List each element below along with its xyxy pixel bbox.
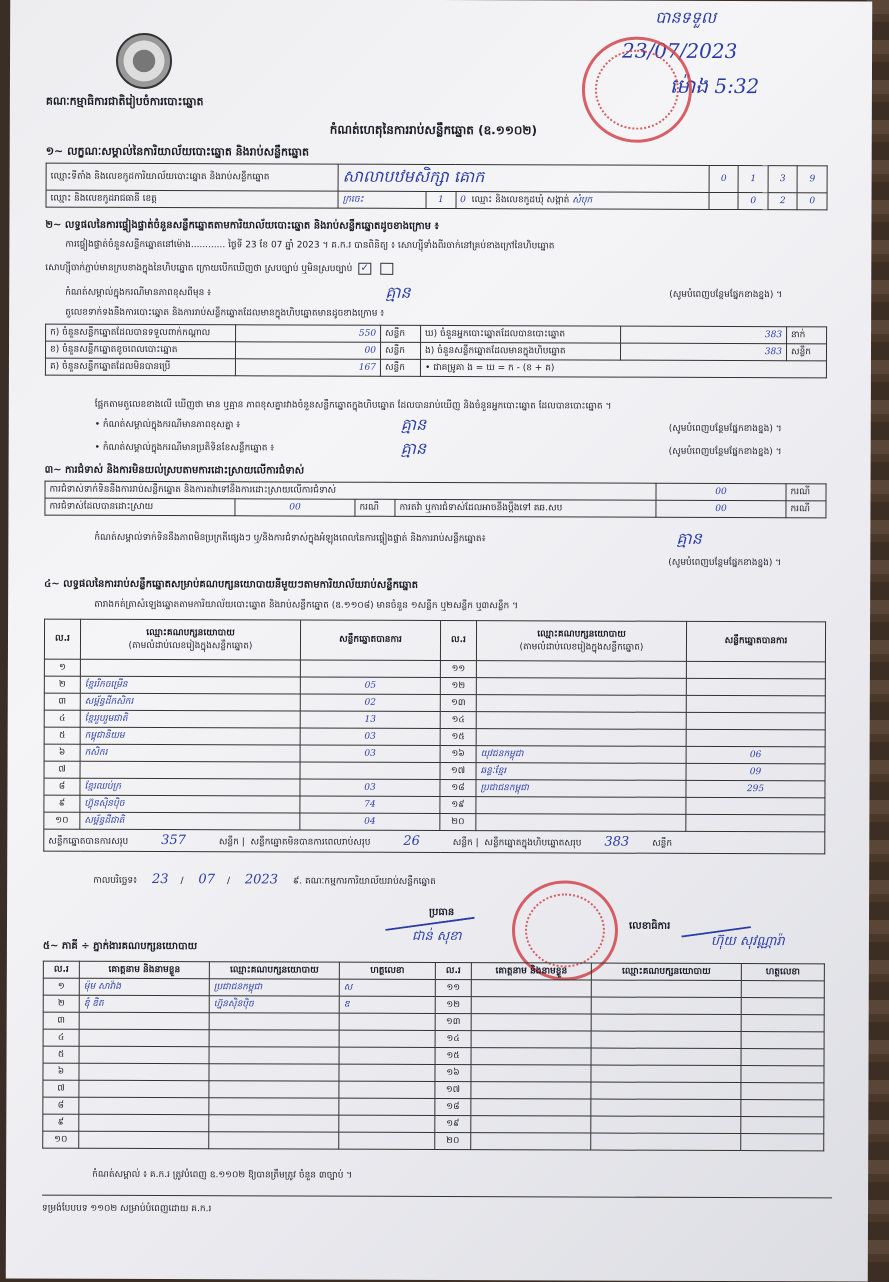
agent-party bbox=[591, 1014, 741, 1032]
row-number: ១៥ bbox=[435, 1047, 471, 1064]
agent-name bbox=[471, 1014, 591, 1031]
chair-signature bbox=[381, 889, 474, 931]
commune-code-digit: 2 bbox=[768, 193, 798, 210]
table-row bbox=[43, 1131, 824, 1151]
agent-name bbox=[471, 1065, 591, 1082]
unit-label: សន្លឹក bbox=[452, 837, 473, 848]
agent-signature bbox=[741, 1049, 824, 1066]
party-votes: 03 bbox=[300, 779, 440, 796]
resolved-unit: ករណី bbox=[355, 499, 395, 516]
party-name bbox=[80, 761, 300, 779]
total-box-value: 383 bbox=[604, 834, 630, 850]
col-votes: សន្លឹកឆ្នោតបានការ bbox=[300, 620, 440, 660]
agent-name bbox=[79, 1114, 209, 1131]
note-hint: (សូមបំពេញបន្ថែមផ្នែកខាងខ្នង) ។ bbox=[669, 289, 783, 301]
agent-signature bbox=[741, 1100, 824, 1117]
row-unit: សន្លឹក bbox=[380, 342, 420, 359]
province-label: ឈ្មោះ និងលេខកូដរាជធានី ខេត្ត bbox=[46, 190, 338, 208]
row-number: ៣ bbox=[43, 1012, 79, 1029]
agent-party bbox=[209, 1013, 339, 1030]
party-name bbox=[476, 729, 686, 747]
agent-party bbox=[209, 1115, 339, 1132]
agent-signature bbox=[741, 1117, 824, 1134]
commune-label: ឈ្មោះ និងលេខកូដឃុំ សង្កាត់ bbox=[471, 194, 570, 205]
committee-name: គណៈកម្មាធិការជាតិរៀបចំការបោះឆ្នោត bbox=[45, 94, 204, 109]
tally-sheet-text: តារាងកត់ត្រាសំឡេងឆ្នោតតាមការិយាល័យបោះឆ្នោត និងរាប់សន្លឹកឆ្នោត (ឧ.១១០៨) មានចំនួន ១សន្លឹក ឬ២សន្លឹក ឬ៣សន្លឹក ។ bbox=[94, 599, 519, 612]
seal-check-line bbox=[45, 262, 835, 278]
form-footer-label: ទម្រង់បែបបទ ១១០២ សម្រាប់បំពេញដោយ គ.ក.រ bbox=[41, 1203, 212, 1215]
agent-name bbox=[471, 980, 591, 997]
province-code-digit: 0 bbox=[460, 194, 466, 205]
agent-signature bbox=[741, 1066, 824, 1083]
party-votes: 295 bbox=[686, 780, 825, 797]
row-number: ៥ bbox=[43, 1046, 79, 1063]
row-number: ១៩ bbox=[435, 1115, 471, 1132]
agent-signature: ឌ bbox=[339, 996, 435, 1013]
agent-party bbox=[591, 1065, 741, 1083]
col-no: ល.រ bbox=[43, 961, 79, 978]
row-number: ២០ bbox=[435, 1132, 471, 1149]
agent-name bbox=[79, 1097, 209, 1114]
irregularity-note-hint: (សូមបំពេញបន្ថែមផ្នែកខាងខ្នង) ។ bbox=[668, 557, 782, 569]
row-value: 550 bbox=[236, 325, 381, 343]
row-number: ១៥ bbox=[440, 729, 476, 746]
party-votes bbox=[300, 762, 440, 779]
agent-signature bbox=[339, 1115, 435, 1132]
party-votes: 04 bbox=[300, 813, 440, 830]
agent-party bbox=[591, 1048, 741, 1066]
row-number: ៣ bbox=[44, 693, 80, 710]
total-invalid-value: 26 bbox=[403, 833, 420, 849]
row-label: ក) ចំនួនសន្លឹកឆ្នោតដែលបានទទួលពាក់កណ្តាល bbox=[46, 324, 236, 342]
diff-label-2: • កំណត់សម្គាល់ក្នុងករណីមានប្រតិទិនខែសន្លឹកឆ្នោត ៖ bbox=[94, 442, 275, 454]
agent-signature bbox=[339, 1098, 435, 1115]
agent-party: ប្រជាជនកម្ពុជា bbox=[209, 979, 339, 996]
ballot-count-table bbox=[45, 324, 827, 379]
party-votes: 02 bbox=[300, 694, 440, 711]
agent-signature bbox=[741, 1134, 824, 1151]
party-votes bbox=[686, 797, 825, 814]
agent-name: ឌុំ ឌិត bbox=[79, 995, 209, 1012]
col-party bbox=[476, 621, 686, 662]
committee-emblem-icon bbox=[116, 33, 172, 89]
agent-name bbox=[471, 1031, 591, 1048]
section4-title: ៤~ លទ្ធផលនៃការរាប់សន្លឹកឆ្នោតសម្រាប់គណបក្សនយោបាយនីមួយៗតាមការិយាល័យរាប់សន្លឹកឆ្នោត bbox=[44, 578, 418, 591]
section3-title: ៣~ ការជំទាស់ និងការមិនយល់ស្របតាមការដោះស្រាយលើការជំទាស់ bbox=[44, 464, 305, 477]
party-name bbox=[80, 659, 300, 677]
col-party-title: ឈ្មោះគណបក្សនយោបាយ bbox=[537, 628, 626, 640]
row-number: ១៦ bbox=[440, 746, 476, 763]
received-date: 23/07/2023 bbox=[622, 38, 738, 64]
totals-row: សន្លឹកឆ្នោតបានការសរុប 357 សន្លឹក | សន្លឹកឆ្នោតមិនបានការពេលរាប់សរុប 26 សន្លឹក | សន្លឹកឆ្នោតក្នុងហិបឆ្នោតសរុប 383 សន្លឹក bbox=[44, 829, 825, 854]
agent-party bbox=[591, 1099, 741, 1117]
row-number: ១ bbox=[43, 978, 79, 995]
agent-party bbox=[591, 980, 741, 998]
note-value: គ្មាន bbox=[385, 282, 411, 302]
objection-label: ការជំទាស់ទាក់ទិននឹងការរាប់សន្លឹកឆ្នោត និងការតវ៉ាទៅនឹងការដោះស្រាយលើការជំទាស់ bbox=[45, 481, 656, 500]
commune-value: សំបុក bbox=[572, 194, 593, 206]
party-name: សម្ព័ន្ធដីជាតិ bbox=[80, 812, 300, 830]
row-number: ៩ bbox=[43, 1114, 79, 1131]
agent-name bbox=[471, 1082, 591, 1099]
agent-name bbox=[79, 1080, 209, 1097]
party-name: យុវជនកម្ពុជា bbox=[476, 746, 686, 764]
party-name: សម្ព័ន្ធដីកសិករ bbox=[80, 693, 300, 711]
agent-party bbox=[209, 1030, 339, 1047]
row-number: ១៧ bbox=[435, 1081, 471, 1098]
party-name bbox=[476, 678, 686, 696]
row-number: ១២ bbox=[435, 996, 471, 1013]
objection-unit: ករណី bbox=[786, 484, 826, 501]
party-votes bbox=[686, 661, 825, 678]
agent-party bbox=[591, 1031, 741, 1049]
row-number: ២ bbox=[43, 995, 79, 1012]
party-agents-table bbox=[42, 961, 825, 1152]
row-value: 383 bbox=[621, 326, 787, 344]
office-code-digit: 1 bbox=[739, 166, 769, 193]
agent-name bbox=[471, 1133, 591, 1150]
col-no: ល.រ bbox=[44, 619, 80, 659]
party-name: ខ្មែររួបរួមជាតិ bbox=[80, 710, 300, 728]
party-name: កម្ពុជានិយម bbox=[80, 727, 300, 745]
footer-note: កំណត់សម្គាល់ ៖ គ.ក.រ ត្រូវបំពេញ ឧ.១១០២ ឱ្យបានត្រឹមត្រូវ ចំនួន ៣ច្បាប់ ។ bbox=[92, 1169, 353, 1181]
party-name: ខ្មែរឈប់ក្រ bbox=[80, 778, 300, 796]
col-party: ឈ្មោះគណបក្សនយោបាយ bbox=[209, 962, 339, 979]
col-party: ឈ្មោះគណបក្សនយោបាយ bbox=[591, 963, 741, 981]
illegal-checkbox bbox=[380, 263, 393, 275]
col-party bbox=[80, 619, 300, 660]
party-votes bbox=[686, 695, 825, 712]
row-number: ២០ bbox=[440, 814, 476, 831]
irregularity-note-label: កំណត់សម្គាល់ទាក់ទិននឹងភាពមិនប្រក្រតីផ្សេងៗ ឬ/និងការជំទាស់ក្នុងអំឡុងពេលនៃការផ្ទៀងផ្ទាត់ និងការរាប់សន្លឹកឆ្នោត៖ bbox=[94, 532, 486, 545]
section5-title: ៥~ ភាគី ÷ ភ្នាក់ងារគណបក្សនយោបាយ bbox=[42, 940, 198, 953]
agent-name bbox=[79, 1029, 209, 1046]
col-sign: ហត្ថលេខា bbox=[741, 964, 824, 981]
row-label: ឃ) ចំនួនអ្នកបោះឆ្នោតដែលបានបោះឆ្នោត bbox=[421, 325, 621, 343]
row-unit: នាក់ bbox=[787, 327, 827, 344]
agent-party bbox=[591, 1082, 741, 1100]
row-number: ៨ bbox=[44, 778, 80, 795]
row-number: ៩ bbox=[44, 795, 80, 812]
party-votes bbox=[686, 712, 825, 729]
agent-signature bbox=[339, 1030, 435, 1047]
seal-check-text: សោហ្ស៊ីចាក់ភ្ជាប់មានក្របខាងក្នុងនៃហិបឆ្នោត ក្រោយបើកឃើញថា ស្របច្បាប់ ឬមិនស្របច្បាប់ bbox=[45, 263, 353, 275]
agent-name bbox=[471, 997, 591, 1014]
row-value: 00 bbox=[235, 342, 380, 360]
chair-name: ជាន់ សុខា bbox=[411, 928, 462, 945]
section2-title: ២~ លទ្ធផលនៃការផ្ទៀងផ្ទាត់ចំនួនសន្លឹកឆ្នោតតាមការិយាល័យបោះឆ្នោត និងរាប់សន្លឹកឆ្នោតដូចខាងក្រោម ៖ bbox=[45, 219, 439, 232]
party-name: ខ្មែររីកចម្រើន bbox=[80, 676, 300, 694]
appeal-unit: ករណី bbox=[786, 501, 826, 518]
section1-title: ១~ លក្ខណៈសម្គាល់នៃការិយាល័យបោះឆ្នោត និងរាប់សន្លឹកឆ្នោត bbox=[45, 144, 310, 159]
committee-signers-label: ៩. គណៈកម្មការការិយាល័យរាប់សន្លឹកឆ្នោត bbox=[292, 876, 436, 887]
row-value: 383 bbox=[620, 343, 786, 361]
row-number: ១៤ bbox=[435, 1030, 471, 1047]
agent-name bbox=[79, 1131, 209, 1148]
received-note: បានទទួល bbox=[655, 7, 717, 27]
agent-signature bbox=[339, 1013, 435, 1030]
row-number: ៥ bbox=[44, 727, 80, 744]
agent-name bbox=[79, 1012, 209, 1029]
col-name: គោត្តនាម និងនាមខ្លួន bbox=[79, 961, 209, 978]
agent-signature bbox=[741, 1015, 824, 1032]
row-number: ១ bbox=[44, 659, 80, 676]
tally-sheet-line bbox=[94, 599, 834, 615]
legal-checkbox: ✓ bbox=[358, 263, 371, 275]
agent-name: ម៉ុម សាវ៉ាង bbox=[79, 978, 209, 995]
row-unit: សន្លឹក bbox=[786, 344, 826, 361]
row-number: ១៨ bbox=[440, 780, 476, 797]
col-votes: សន្លឹកឆ្នោតបានការ bbox=[686, 621, 825, 661]
agent-party bbox=[591, 1133, 741, 1151]
secretary-label: លេខាធិការ bbox=[628, 920, 671, 932]
col-no: ល.រ bbox=[435, 962, 471, 979]
agent-signature bbox=[339, 1064, 435, 1081]
agent-party bbox=[209, 1098, 339, 1115]
party-votes: 13 bbox=[300, 711, 440, 728]
agent-name bbox=[471, 1099, 591, 1116]
signing-date-line: កាលបរិច្ឆេទ៖ 23 / 07 / 2023 ៩. គណៈកម្មការការិយាល័យរាប់សន្លឹកឆ្នោត bbox=[93, 871, 436, 888]
row-value: 167 bbox=[235, 359, 380, 377]
row-number: ៦ bbox=[44, 744, 80, 761]
party-votes bbox=[686, 678, 825, 695]
difference-check-line: ផ្អែកតាមតួលេខខាងលើ ឃើញថា មាន ឬគ្មាន ភាពខុសគ្នារវាងចំនួនសន្លឹកឆ្នោតក្នុងហិបឆ្នោត ដែលបានរាប់ឃើញ និងចំនួនអ្នកបោះឆ្នោត ដែលបានបោះឆ្នោត ។ bbox=[94, 399, 612, 412]
party-votes: 05 bbox=[300, 677, 440, 694]
date-prefix: កាលបរិច្ឆេទ៖ bbox=[93, 875, 138, 886]
agent-party bbox=[209, 1047, 339, 1064]
diff-hint-2: (សូមបំពេញបន្ថែមផ្នែកខាងខ្នង) ។ bbox=[668, 446, 782, 458]
row-unit: សន្លឹក bbox=[380, 359, 420, 376]
chair-label: ប្រធាន bbox=[429, 906, 455, 919]
office-name-value: សាលាបឋមសិក្សា គោក bbox=[338, 164, 709, 192]
result-intro: តួលេខទាក់ទងនឹងការបោះឆ្នោត និងការរាប់សន្លឹកឆ្នោតដែលមានក្នុងហិបឆ្នោតមានដូចខាងក្រោម ៖ bbox=[65, 307, 385, 319]
date-day: 23 bbox=[151, 871, 169, 888]
agent-party bbox=[209, 1132, 339, 1149]
footer-divider bbox=[42, 1195, 832, 1199]
count-date-line: ការផ្ទៀងផ្ទាត់ចំនួនសន្លឹកឆ្នោតនៅម៉ោង............ ថ្ងៃទី 23 ខែ 07 ឆ្នាំ 2023 ។ គ.ក.រ បានពិនិត្យ ៖ សោហ្ស៊ីទាំងពីរចាក់នៅគ្រប់ខាងក្រៅនៃហិបឆ្នោត bbox=[65, 239, 555, 252]
diff-value-1: គ្មាន bbox=[400, 414, 427, 434]
party-votes: 09 bbox=[686, 763, 825, 780]
party-name: ហ៊្វុនស៊ិនប៉ិច bbox=[80, 795, 300, 813]
col-sign: ហត្ថលេខា bbox=[339, 962, 435, 979]
appeal-value: 00 bbox=[656, 500, 786, 517]
diff-label-1: • កំណត់សម្គាល់ក្នុងករណីមានភាពខុសគ្នា ៖ bbox=[94, 419, 241, 431]
party-votes bbox=[300, 660, 440, 677]
row-unit: សន្លឹក bbox=[381, 325, 421, 342]
party-name bbox=[476, 695, 686, 713]
agent-party bbox=[591, 997, 741, 1015]
row-label: ង) ចំនួនសន្លឹកឆ្នោតដែលមានក្នុងហិបឆ្នោត bbox=[420, 342, 620, 360]
party-name: កសិករ bbox=[80, 744, 300, 762]
col-name: គោត្តនាម និងនាមខ្លួន bbox=[471, 963, 591, 980]
col-party-title: ឈ្មោះគណបក្សនយោបាយ bbox=[146, 627, 235, 638]
row-number: ៧ bbox=[43, 1080, 79, 1097]
row-number: ១១ bbox=[440, 661, 476, 678]
office-code-digit: 0 bbox=[709, 165, 739, 192]
resolved-value: 00 bbox=[235, 499, 355, 516]
party-results-table bbox=[43, 619, 826, 855]
province-value: ក្រចេះ bbox=[338, 191, 426, 208]
agent-name bbox=[471, 1048, 591, 1065]
party-votes bbox=[686, 729, 825, 746]
party-name: ប្រជាជនកម្ពុជា bbox=[476, 780, 686, 798]
agent-signature bbox=[741, 998, 824, 1015]
unit-label: សន្លឹក bbox=[218, 836, 239, 847]
row-label: ខ) ចំនួនសន្លឹកឆ្នោតខូចពេលបោះឆ្នោត bbox=[45, 341, 235, 359]
commune-code-digit: 0 bbox=[738, 193, 768, 210]
total-invalid-label: សន្លឹកឆ្នោតមិនបានការពេលរាប់សរុប bbox=[250, 836, 371, 848]
row-label: គ) ចំនួនសន្លឹកឆ្នោតដែលមិនបានប្រើ bbox=[45, 358, 235, 376]
resolved-label: ការជំទាស់ដែលបានដោះស្រាយ bbox=[45, 498, 235, 516]
row-number: ១២ bbox=[440, 678, 476, 695]
row-number: ៧ bbox=[44, 761, 80, 778]
secretary-signature bbox=[677, 894, 751, 937]
agent-signature bbox=[741, 1083, 824, 1100]
unit-label: សន្លឹក bbox=[652, 838, 673, 849]
col-party-subtitle: (តាមលំដាប់លេខរៀងក្នុងសន្លឹកឆ្នោត) bbox=[128, 640, 253, 651]
row-number: ១០ bbox=[43, 1131, 79, 1148]
official-seal-stamp bbox=[582, 36, 692, 142]
form-title: កំណត់ហេតុនៃការរាប់សន្លឹកឆ្នោត (ឧ.១១០២) bbox=[329, 122, 538, 138]
office-name-label: ឈ្មោះទីតាំង និងលេខកូដការិយាល័យបោះឆ្នោត និងរាប់សន្លឹកឆ្នោត bbox=[46, 163, 338, 191]
row-number: ១៦ bbox=[435, 1064, 471, 1081]
total-box-label: សន្លឹកឆ្នោតក្នុងហិបឆ្នោតសរុប bbox=[484, 837, 582, 848]
secretary-name: ហ៊ុយ សុវណ្ណារ៉ា bbox=[710, 933, 785, 950]
agent-signature bbox=[339, 1047, 435, 1064]
received-time: ម៉ោង 5:32 bbox=[669, 73, 760, 99]
irregularity-note-value: គ្មាន bbox=[676, 528, 702, 548]
row-number: ១៩ bbox=[440, 797, 476, 814]
total-valid-label: សន្លឹកឆ្នោតបានការសរុប bbox=[48, 836, 129, 847]
row-number: ៤ bbox=[43, 1029, 79, 1046]
section1-table bbox=[46, 163, 828, 211]
col-no: ល.រ bbox=[440, 621, 476, 661]
agent-party bbox=[209, 1081, 339, 1098]
party-votes: 03 bbox=[300, 728, 440, 745]
agent-name bbox=[471, 1116, 591, 1133]
col-party-subtitle: (តាមលំដាប់លេខរៀងក្នុងសន្លឹកឆ្នោត) bbox=[519, 641, 644, 653]
agent-signature bbox=[741, 1032, 824, 1049]
date-year: 2023 bbox=[244, 872, 279, 888]
province-code-digit: 1 bbox=[426, 191, 456, 208]
agent-party bbox=[591, 1116, 741, 1134]
diff-value-2: គ្មាន bbox=[400, 438, 427, 458]
party-name bbox=[476, 712, 686, 730]
agent-signature bbox=[741, 981, 824, 998]
row-number: ៤ bbox=[44, 710, 80, 727]
party-votes: 74 bbox=[300, 796, 440, 813]
row-number: ១៤ bbox=[440, 712, 476, 729]
row-number: ៨ bbox=[43, 1097, 79, 1114]
objection-value: 00 bbox=[656, 483, 786, 500]
office-code-digit: 3 bbox=[768, 166, 798, 193]
agent-signature: ស bbox=[339, 979, 435, 996]
agent-party bbox=[209, 1064, 339, 1081]
agent-name bbox=[79, 1063, 209, 1080]
party-name: ឆន្ទៈខ្មែរ bbox=[476, 763, 686, 781]
appeal-label: ការតវ៉ា ឬការជំទាស់ដែលអាចនឹងប្តឹងទៅ គឆ.សប bbox=[395, 499, 656, 517]
agent-signature bbox=[339, 1081, 435, 1098]
objection-table bbox=[44, 481, 826, 519]
total-valid-value: 357 bbox=[161, 832, 187, 848]
row-number: ១១ bbox=[435, 979, 471, 996]
row-number: ២ bbox=[44, 676, 80, 693]
agent-signature bbox=[339, 1132, 435, 1149]
commune-code-digit: 0 bbox=[797, 193, 827, 210]
note-label: កំណត់សម្គាល់ក្នុងករណីមានភាពខុសពីមុន ៖ bbox=[65, 287, 212, 299]
party-name bbox=[476, 661, 686, 679]
row-number: ១៣ bbox=[435, 1013, 471, 1030]
party-votes bbox=[686, 814, 825, 831]
formula-row: • ជាគម្រូគា ង = ឃ = ក - (ខ + គ) bbox=[420, 359, 826, 377]
form-sheet bbox=[6, 0, 872, 1282]
party-votes: 03 bbox=[300, 745, 440, 762]
date-month: 07 bbox=[198, 872, 216, 888]
party-name bbox=[476, 814, 686, 832]
party-votes: 06 bbox=[686, 746, 825, 763]
party-name bbox=[476, 797, 686, 815]
row-number: ១៧ bbox=[440, 763, 476, 780]
agent-name bbox=[79, 1046, 209, 1063]
row-number: ១៣ bbox=[440, 695, 476, 712]
row-number: ១០ bbox=[44, 812, 80, 829]
row-number: ១៨ bbox=[435, 1098, 471, 1115]
diff-hint-1: (សូមបំពេញបន្ថែមផ្នែកខាងខ្នង) ។ bbox=[668, 423, 782, 435]
office-code-digit: 9 bbox=[798, 166, 828, 193]
agent-party: ហ្វ៊ុនស៊ិនប៉ិច bbox=[209, 996, 339, 1013]
row-number: ៦ bbox=[43, 1063, 79, 1080]
